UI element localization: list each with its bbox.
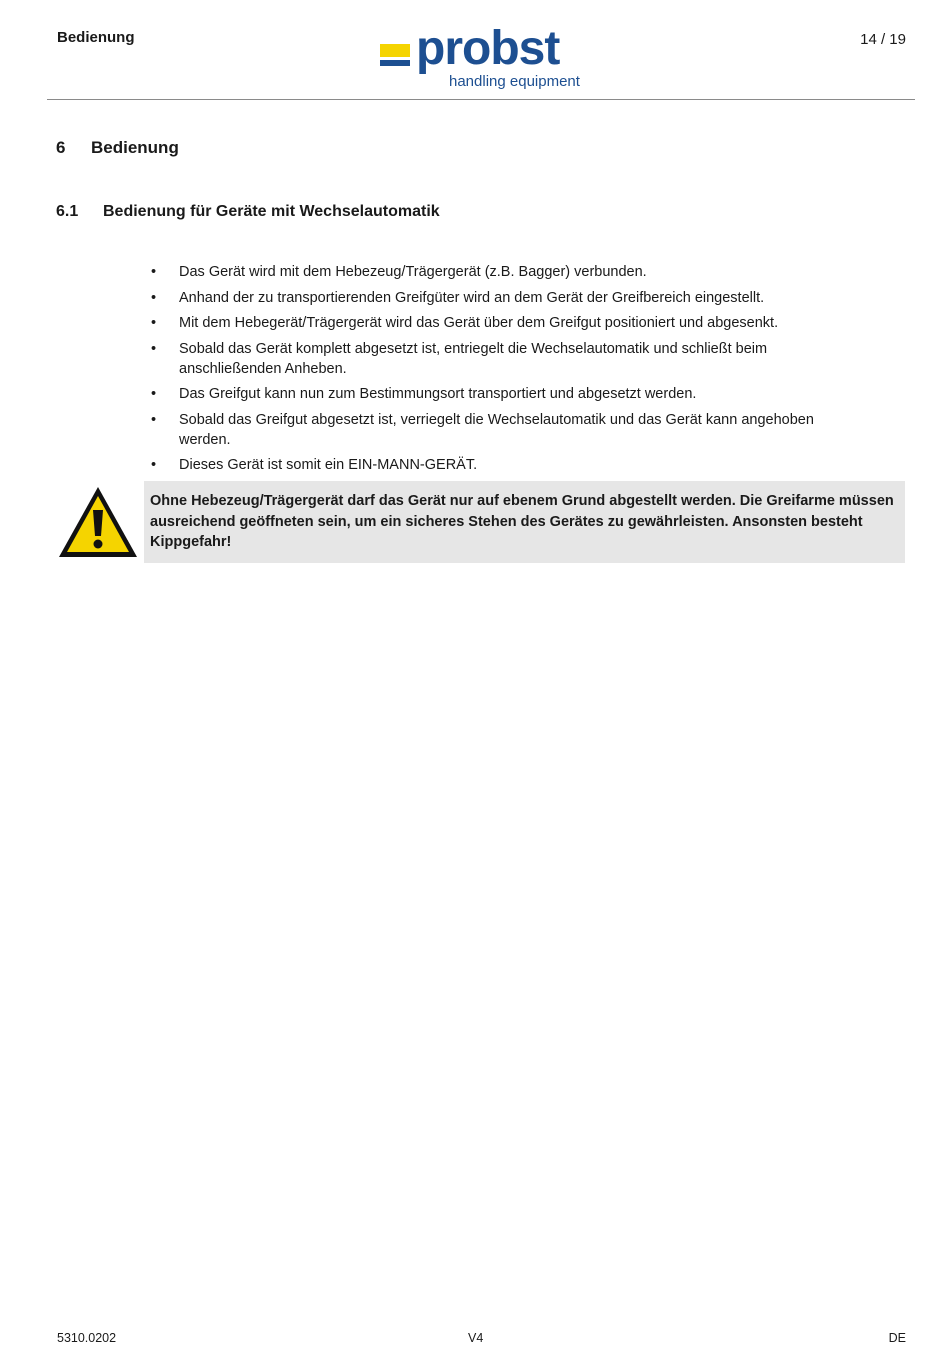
subsection-number: 6.1 [56,203,79,220]
header-divider [47,99,915,100]
bullet-icon: • [151,457,157,473]
footer-version: V4 [468,1331,484,1345]
bullet-icon: • [151,264,157,280]
list-item-text: Sobald das Gerät komplett abgesetzt ist, entriegelt die Wechselautomatik und schließt beim anschließenden Anheben. [179,340,768,377]
subsection-title: Bedienung für Geräte mit Wechselautomatik [103,203,440,220]
list-item-text: Das Greifgut kann nun zum Bestimmungsort transportiert und abgesetzt werden. [179,386,697,402]
list-item-text: Dieses Gerät ist somit ein EIN-MANN-GERÄT. [179,457,478,473]
bullet-icon: • [151,289,157,306]
bullet-icon: • [151,411,157,428]
footer-doc-number: 5310.0202 [57,1331,117,1345]
list-item [149,313,864,333]
subsection-heading [56,203,440,221]
list-item [149,288,864,308]
logo-tagline: handling equipment [449,73,580,90]
list-item-text: Mit dem Hebegerät/Trägergerät wird das Gerät über dem Greifgut positioniert und abgesenkt. [179,315,779,331]
section-title: Bedienung [91,138,179,157]
warning-notice [144,481,905,563]
warning-triangle-icon [56,484,140,560]
bullet-icon: • [151,386,157,402]
list-item [149,384,864,404]
warning-text: Ohne Hebezeug/Trägergerät darf das Gerät nur auf ebenem Grund abgestellt werden. Die Greifarme müssen ausreichend geöffneten sein, um ein sicheres Stehen des Gerätes zu gewährleisten. Ansonsten besteht Kippgefahr! [150,493,894,550]
list-item-text: Sobald das Greifgut abgesetzt ist, verriegelt die Wechselautomatik und das Gerät kann angehoben werden. [179,411,814,448]
section-number: 6 [56,138,66,157]
page-number: 14 / 19 [860,31,906,48]
instruction-list [149,262,864,481]
list-item-text: Das Gerät wird mit dem Hebezeug/Trägergerät (z.B. Bagger) verbunden. [179,264,647,280]
list-item [149,339,864,379]
footer-language: DE [888,1331,906,1345]
header-section-title: Bedienung [57,29,135,46]
logo-mark-icon [380,44,410,66]
bullet-icon: • [151,340,157,357]
logo-wordmark: probst [416,22,560,75]
section-heading [56,138,179,158]
bullet-icon: • [151,315,157,331]
list-item [149,262,864,282]
list-item [149,455,864,475]
probst-logo [380,22,595,96]
list-item [149,410,864,450]
list-item-text: Anhand der zu transportierenden Greifgüter wird an dem Gerät der Greifbereich eingestellt. [179,289,765,306]
